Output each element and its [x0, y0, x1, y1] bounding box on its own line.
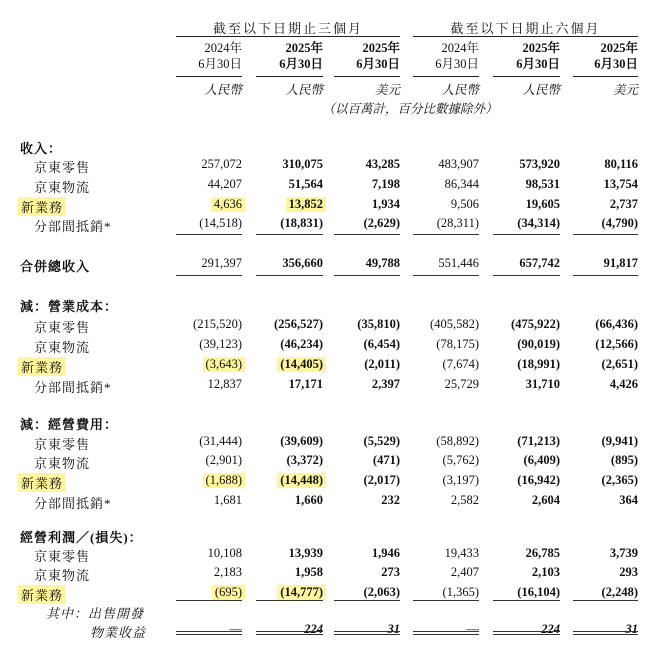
cell-value: (9,941): [601, 434, 638, 448]
cell-value: 31: [387, 622, 400, 636]
cell-value: —: [229, 622, 242, 636]
cell-value: 13,852: [286, 197, 326, 212]
cell-value: (39,609): [280, 434, 323, 448]
cell-value: 31: [625, 622, 638, 636]
total-rule: [176, 275, 242, 276]
cell-value: (35,810): [357, 317, 400, 331]
cell-value: (66,436): [595, 317, 638, 331]
cell-value: (14,777): [277, 585, 326, 600]
cell-value: 2,407: [450, 565, 479, 579]
period-header-six-months: 截至以下日期止六個月: [450, 21, 601, 36]
cell-value: (471): [372, 453, 400, 467]
column-header-rule: [256, 76, 323, 77]
subtotal-rule: [573, 634, 638, 635]
cell-value: (2,651): [601, 357, 638, 371]
cell-value: (18,831): [280, 216, 323, 230]
cell-value: (2,901): [205, 453, 242, 467]
cell-value: 91,817: [603, 256, 638, 270]
subtotal-rule: [573, 631, 638, 632]
subtotal-rule: [176, 234, 242, 235]
row-label: 京東零售: [34, 437, 91, 452]
cell-value: 12,837: [207, 377, 242, 391]
cell-value: 2,737: [609, 197, 638, 211]
cell-value: 310,075: [282, 157, 323, 171]
column-currency: 人民幣: [285, 83, 323, 97]
subtotal-rule: [256, 631, 323, 632]
cell-value: (695): [212, 585, 245, 600]
subtotal-rule: [493, 631, 560, 632]
cell-value: 1,958: [294, 565, 323, 579]
row-label: 京東零售: [34, 320, 91, 335]
cell-value: 13,939: [288, 546, 323, 560]
subtotal-rule: [493, 634, 560, 635]
cell-value: 273: [381, 565, 400, 579]
subtotal-rule: [334, 634, 400, 635]
subtotal-rule: [176, 600, 242, 601]
cell-value: 4,636: [211, 197, 245, 212]
column-date: 6月30日: [516, 57, 560, 71]
cell-value: 293: [619, 565, 638, 579]
cell-value: 2,604: [531, 493, 560, 507]
total-rule: [493, 275, 560, 276]
row-label: 合併總收入: [20, 259, 91, 274]
cell-value: 1,660: [294, 493, 323, 507]
cell-value: (31,444): [199, 434, 242, 448]
cell-value: (405,582): [430, 317, 479, 331]
cell-value: 483,907: [438, 157, 479, 171]
cell-value: (215,520): [193, 317, 242, 331]
cell-value: (475,922): [511, 317, 560, 331]
subtotal-rule: [176, 631, 242, 632]
group-underline: [176, 36, 400, 37]
cell-value: (5,529): [363, 434, 400, 448]
subtotal-rule: [413, 234, 479, 235]
cell-value: 4,426: [609, 377, 638, 391]
row-label: 京東物流: [34, 180, 91, 195]
cell-value: (78,175): [436, 337, 479, 351]
subtotal-rule: [493, 600, 560, 601]
column-header-rule: [334, 76, 400, 77]
row-label: 新業務: [18, 197, 66, 216]
cell-value: 86,344: [444, 177, 479, 191]
cell-value: (16,104): [517, 585, 560, 599]
cell-value: (16,942): [517, 473, 560, 487]
cell-value: 224: [304, 622, 323, 636]
cell-value: 364: [619, 493, 638, 507]
column-header-rule: [573, 76, 638, 77]
cell-value: 19,433: [444, 546, 479, 560]
cell-value: 2,103: [531, 565, 560, 579]
row-label: 減：經營費用：: [20, 417, 119, 432]
subtotal-rule: [334, 631, 400, 632]
cell-value: (7,674): [442, 357, 479, 371]
cell-value: 232: [381, 493, 400, 507]
column-date: 6月30日: [356, 57, 400, 71]
column-header-rule: [413, 76, 479, 77]
cell-value: 7,198: [371, 177, 400, 191]
cell-value: 49,788: [365, 256, 400, 270]
cell-value: 1,934: [371, 197, 400, 211]
cell-value: 1,681: [213, 493, 242, 507]
cell-value: (34,314): [517, 216, 560, 230]
column-header-rule: [493, 76, 560, 77]
cell-value: (14,518): [199, 216, 242, 230]
cell-value: (5,762): [442, 453, 479, 467]
cell-value: 19,605: [525, 197, 560, 211]
cell-value: (58,892): [436, 434, 479, 448]
row-label: 收入：: [20, 141, 63, 156]
cell-value: (3,197): [442, 473, 479, 487]
cell-value: (18,991): [517, 357, 560, 371]
cell-value: 10,108: [207, 546, 242, 560]
cell-value: (2,017): [363, 473, 400, 487]
subtotal-rule: [256, 600, 323, 601]
row-label: 新業務: [18, 585, 66, 604]
group-underline: [413, 36, 638, 37]
cell-value: (2,063): [363, 585, 400, 599]
cell-value: (12,566): [595, 337, 638, 351]
cell-value: 2,397: [371, 377, 400, 391]
cell-value: (6,409): [523, 453, 560, 467]
cell-value: 9,506: [450, 197, 479, 211]
cell-value: 31,710: [525, 377, 560, 391]
column-year: 2025年: [285, 41, 323, 55]
subtotal-rule: [176, 634, 242, 635]
unit-note: （以百萬計，百分比數據除外）: [322, 102, 498, 116]
cell-value: (46,234): [280, 337, 323, 351]
cell-value: (28,311): [436, 216, 479, 230]
row-label: 京東零售: [34, 549, 91, 564]
cell-value: 291,397: [201, 256, 242, 270]
cell-value: 356,660: [282, 256, 323, 270]
row-label: 新業務: [18, 357, 66, 376]
cell-value: 17,171: [288, 377, 323, 391]
cell-value: (71,213): [517, 434, 560, 448]
cell-value: (1,365): [442, 585, 479, 599]
column-year: 2024年: [204, 41, 242, 55]
cell-value: (2,011): [364, 357, 400, 371]
subtotal-rule: [413, 634, 479, 635]
cell-value: 1,946: [371, 546, 400, 560]
column-year: 2025年: [362, 41, 400, 55]
row-label: 京東物流: [34, 340, 91, 355]
cell-value: (90,019): [517, 337, 560, 351]
cell-value: (2,365): [601, 473, 638, 487]
period-header-three-months: 截至以下日期止三個月: [212, 21, 363, 36]
cell-value: 43,285: [365, 157, 400, 171]
cell-value: 551,446: [438, 256, 479, 270]
cell-value: (6,454): [363, 337, 400, 351]
cell-value: (3,643): [203, 357, 245, 372]
cell-value: 657,742: [519, 256, 560, 270]
cell-value: (2,248): [601, 585, 638, 599]
column-year: 2025年: [522, 41, 560, 55]
subtotal-rule: [256, 634, 323, 635]
subtotal-rule: [413, 631, 479, 632]
total-rule: [413, 275, 479, 276]
column-date: 6月30日: [198, 57, 242, 71]
column-date: 6月30日: [594, 57, 638, 71]
column-currency: 美元: [612, 83, 638, 97]
subtotal-rule: [413, 600, 479, 601]
column-date: 6月30日: [279, 57, 323, 71]
row-label: 物業收益: [90, 625, 147, 640]
cell-value: (14,405): [277, 357, 326, 372]
cell-value: 26,785: [525, 546, 560, 560]
cell-value: (2,629): [363, 216, 400, 230]
row-label: 分部間抵銷*: [34, 219, 112, 234]
cell-value: 2,582: [450, 493, 479, 507]
column-currency: 人民幣: [522, 83, 560, 97]
cell-value: 51,564: [288, 177, 323, 191]
cell-value: (4,790): [601, 216, 638, 230]
cell-value: 257,072: [201, 157, 242, 171]
column-currency: 人民幣: [204, 83, 242, 97]
column-currency: 人民幣: [441, 83, 479, 97]
row-label: 京東物流: [34, 456, 91, 471]
subtotal-rule: [573, 234, 638, 235]
row-label: 分部間抵銷*: [34, 496, 112, 511]
subtotal-rule: [493, 234, 560, 235]
cell-value: (3,372): [286, 453, 323, 467]
cell-value: (14,448): [277, 473, 326, 488]
cell-value: (895): [610, 453, 638, 467]
cell-value: 25,729: [444, 377, 479, 391]
cell-value: 573,920: [519, 157, 560, 171]
column-header-rule: [176, 76, 242, 77]
subtotal-rule: [334, 234, 400, 235]
row-label: 新業務: [18, 473, 66, 492]
total-rule: [334, 275, 400, 276]
column-year: 2025年: [600, 41, 638, 55]
row-label: 京東物流: [34, 568, 91, 583]
cell-value: 2,183: [213, 565, 242, 579]
row-label: 京東零售: [34, 160, 91, 175]
column-year: 2024年: [441, 41, 479, 55]
cell-value: (256,527): [274, 317, 323, 331]
subtotal-rule: [334, 600, 400, 601]
column-currency: 美元: [374, 83, 400, 97]
cell-value: (39,123): [199, 337, 242, 351]
cell-value: 80,116: [604, 157, 638, 171]
row-label: 經營利潤／(損失)：: [20, 530, 143, 545]
total-rule: [256, 275, 323, 276]
cell-value: 3,739: [609, 546, 638, 560]
cell-value: —: [466, 622, 479, 636]
cell-value: 13,754: [603, 177, 638, 191]
cell-value: 44,207: [207, 177, 242, 191]
row-label: 減：營業成本：: [20, 299, 119, 314]
row-label: 其中：出售開發: [46, 606, 145, 621]
cell-value: 224: [541, 622, 560, 636]
cell-value: (1,688): [203, 473, 245, 488]
total-rule: [573, 275, 638, 276]
cell-value: 98,531: [525, 177, 560, 191]
column-date: 6月30日: [435, 57, 479, 71]
row-label: 分部間抵銷*: [34, 380, 112, 395]
subtotal-rule: [256, 234, 323, 235]
subtotal-rule: [573, 600, 638, 601]
